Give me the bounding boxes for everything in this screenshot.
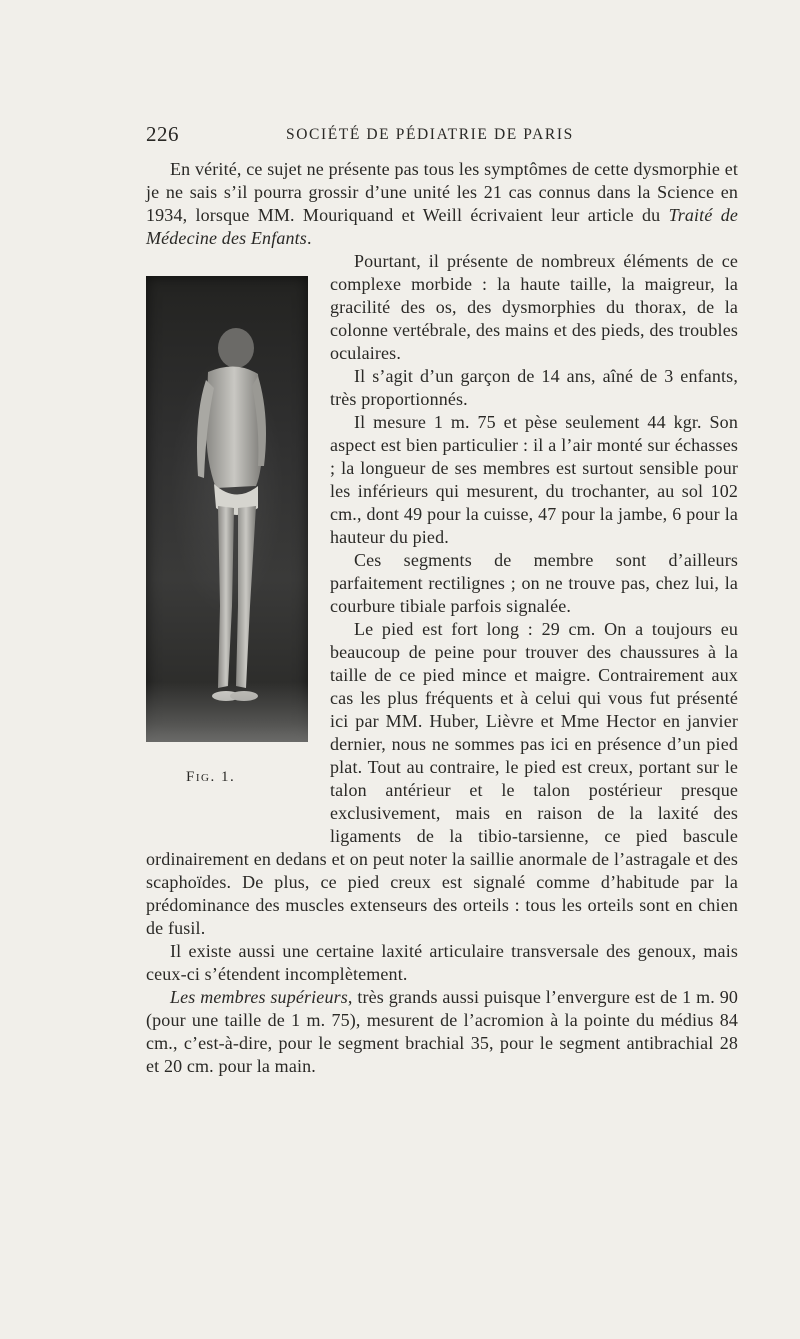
page-number: 226 <box>146 122 179 146</box>
figure-1 <box>146 276 330 830</box>
intro-paragraph <box>146 158 738 250</box>
paragraph-7 <box>146 986 738 1078</box>
paragraph-1: Pourtant, il présente de nombreux éléments de ce complexe morbide : la haute taille, la maigreur, la gracilité des os, des dysmorphies du thorax, de la colonne vertébrale, des mains et des pieds, des troubles oculaires. <box>330 251 738 363</box>
running-title: SOCIÉTÉ DE PÉDIATRIE DE PARIS <box>286 126 574 143</box>
standing-figure-illustration <box>146 276 308 742</box>
paragraph-6: Il existe aussi une certaine laxité articulaire transversale des genoux, mais ceux-ci s’étendent incomplètement. <box>146 941 738 984</box>
paragraph-7-italic: Les membres supérieurs <box>170 987 348 1007</box>
figure-caption: Fig. 1. <box>186 769 236 785</box>
paragraph-7-text: , très grands aussi puisque l’envergure est de 1 m. 90 (pour une taille de 1 m. 75), mesurent de l’acromion à la pointe du médius 84 cm., c’est-à-dire, pour le segment brachial 35, pour le segment antibrachial 28 et 20 cm. pour la main. <box>146 987 738 1076</box>
figure-floor-shade <box>146 682 308 742</box>
figure-right-leg <box>236 506 256 688</box>
paragraph-3: Il mesure 1 m. 75 et pèse seulement 44 kgr. Son aspect est bien particulier : il a l’air monté sur échasses ; la longueur de ses membres est surtout sensible pour les inférieurs qui mesurent, du trochanter, au sol 102 cm., dont 49 pour la cuisse, 47 pour la jambe, 6 pour la hauteur du pied. <box>330 412 738 547</box>
intro-italic: Traité de Médecine des Enfants <box>146 205 738 248</box>
page-header <box>146 122 738 150</box>
paragraph-5: Le pied est fort long : 29 cm. On a toujours eu beaucoup de peine pour trouver des chaussures à la taille de ce pied mince et maigre. Contrairement aux cas les plus fréquents et à celui qui vous fut présenté ici par MM. Huber, Lièvre et Mme Hector en janvier dernier, nous ne sommes pas ici en présence d’un pied plat. Tout au contraire, le pied est creux, portant sur le talon antérieur et le talon postérieur presque exclusivement, mais en raison de la laxité des ligaments de la tibio-tarsienne, ce pied bascule ordinairement en dedans et on peut noter la saillie anormale de l’astragale et des scaphoïdes. De plus, ce pied creux est signalé comme d’habitude par la prédominance des muscles extenseurs des orteils : tous les orteils sont en chien de fusil. <box>146 619 738 938</box>
figure-photo <box>146 276 308 742</box>
intro-text: En vérité, ce sujet ne présente pas tous les symptômes de cette dysmorphie et je ne sais s’il pourra grossir d’une unité les 21 cas connus dans la Science en 1934, lorsque MM. Mouriquand et Weill écrivaient leur article du <box>146 159 738 225</box>
paragraph-2: Il s’agit d’un garçon de 14 ans, aîné de 3 enfants, très proportionnés. <box>330 366 738 409</box>
body-text <box>146 158 738 1078</box>
figure-left-leg <box>218 506 234 688</box>
figure-head <box>218 328 254 368</box>
paragraph-4: Ces segments de membre sont d’ailleurs parfaitement rectilignes ; on ne trouve pas, chez lui, la courbure tibiale parfois signalée. <box>330 550 738 616</box>
intro-end: . <box>306 228 312 248</box>
